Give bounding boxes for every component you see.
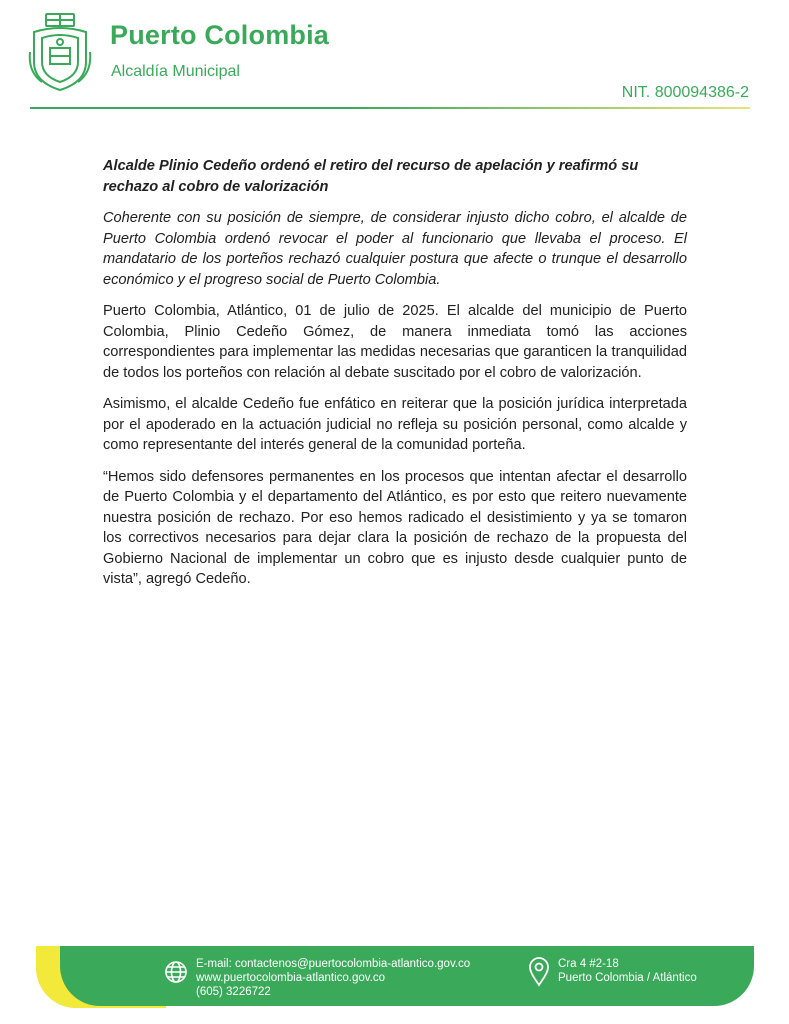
footer-email[interactable]: E-mail: contactenos@puertocolombia-atlantico.gov.co [196, 958, 471, 970]
article-lead: Coherente con su posición de siempre, de considerar injusto dicho cobro, el alcalde de Puerto Colombia ordenó revocar el poder al funcionario que llevaba el proceso. El mandatario de los porteños rechazó cualquier postura que afecte o trunque el desarrollo económico y el progreso social de Puerto Colombia. [103, 210, 687, 288]
article-paragraph: “Hemos sido defensores permanentes en los procesos que intentan afectar el desarrollo de Puerto Colombia y el departamento del Atlántico, es por esto que reitero nuevamente nuestra posición de rechazo. Por eso hemos radicado el desistimiento y ya se tomaron los correctivos necesarios para dejar clara la posición de rechazo de la propuesta del Gobierno Nacional de implementar un cobro que es injusto desde cualquier punto de vista”, agregó Cedeño. [103, 468, 687, 587]
article-body [103, 156, 687, 601]
header-divider [30, 107, 750, 109]
footer-phone: (605) 3226722 [196, 986, 271, 998]
location-pin-icon [528, 957, 550, 987]
brand-subtitle: Alcaldía Municipal [111, 63, 240, 80]
nit-number: NIT. 800094386-2 [621, 84, 749, 101]
footer-address-line2: Puerto Colombia / Atlántico [558, 972, 697, 984]
footer-address [558, 957, 697, 985]
footer-address-line1: Cra 4 #2-18 [558, 958, 619, 970]
brand-name: Puerto Colombia [110, 20, 330, 50]
article-headline: Alcalde Plinio Cedeño ordenó el retiro del recurso de apelación y reafirmó su rechazo al cobro de valorización [103, 158, 639, 195]
footer-contact [196, 957, 470, 999]
municipal-emblem-icon [28, 12, 92, 92]
article-paragraph: Puerto Colombia, Atlántico, 01 de julio de 2025. El alcalde del municipio de Puerto Colombia, Plinio Cedeño Gómez, de manera inmediata tomó las acciones correspondientes para implementar las medidas necesarias que garanticen la tranquilidad de todos los porteños con relación al debate suscitado por el cobro de valorización. [103, 303, 687, 381]
globe-icon [164, 960, 188, 984]
footer-website[interactable]: www.puertocolombia-atlantico.gov.co [196, 972, 385, 984]
article-paragraph: Asimismo, el alcalde Cedeño fue enfático en reiterar que la posición jurídica interpretada por el apoderado en la actuación judicial no refleja su posición personal, como alcalde y como representante del interés general de la comunidad porteña. [103, 396, 687, 453]
